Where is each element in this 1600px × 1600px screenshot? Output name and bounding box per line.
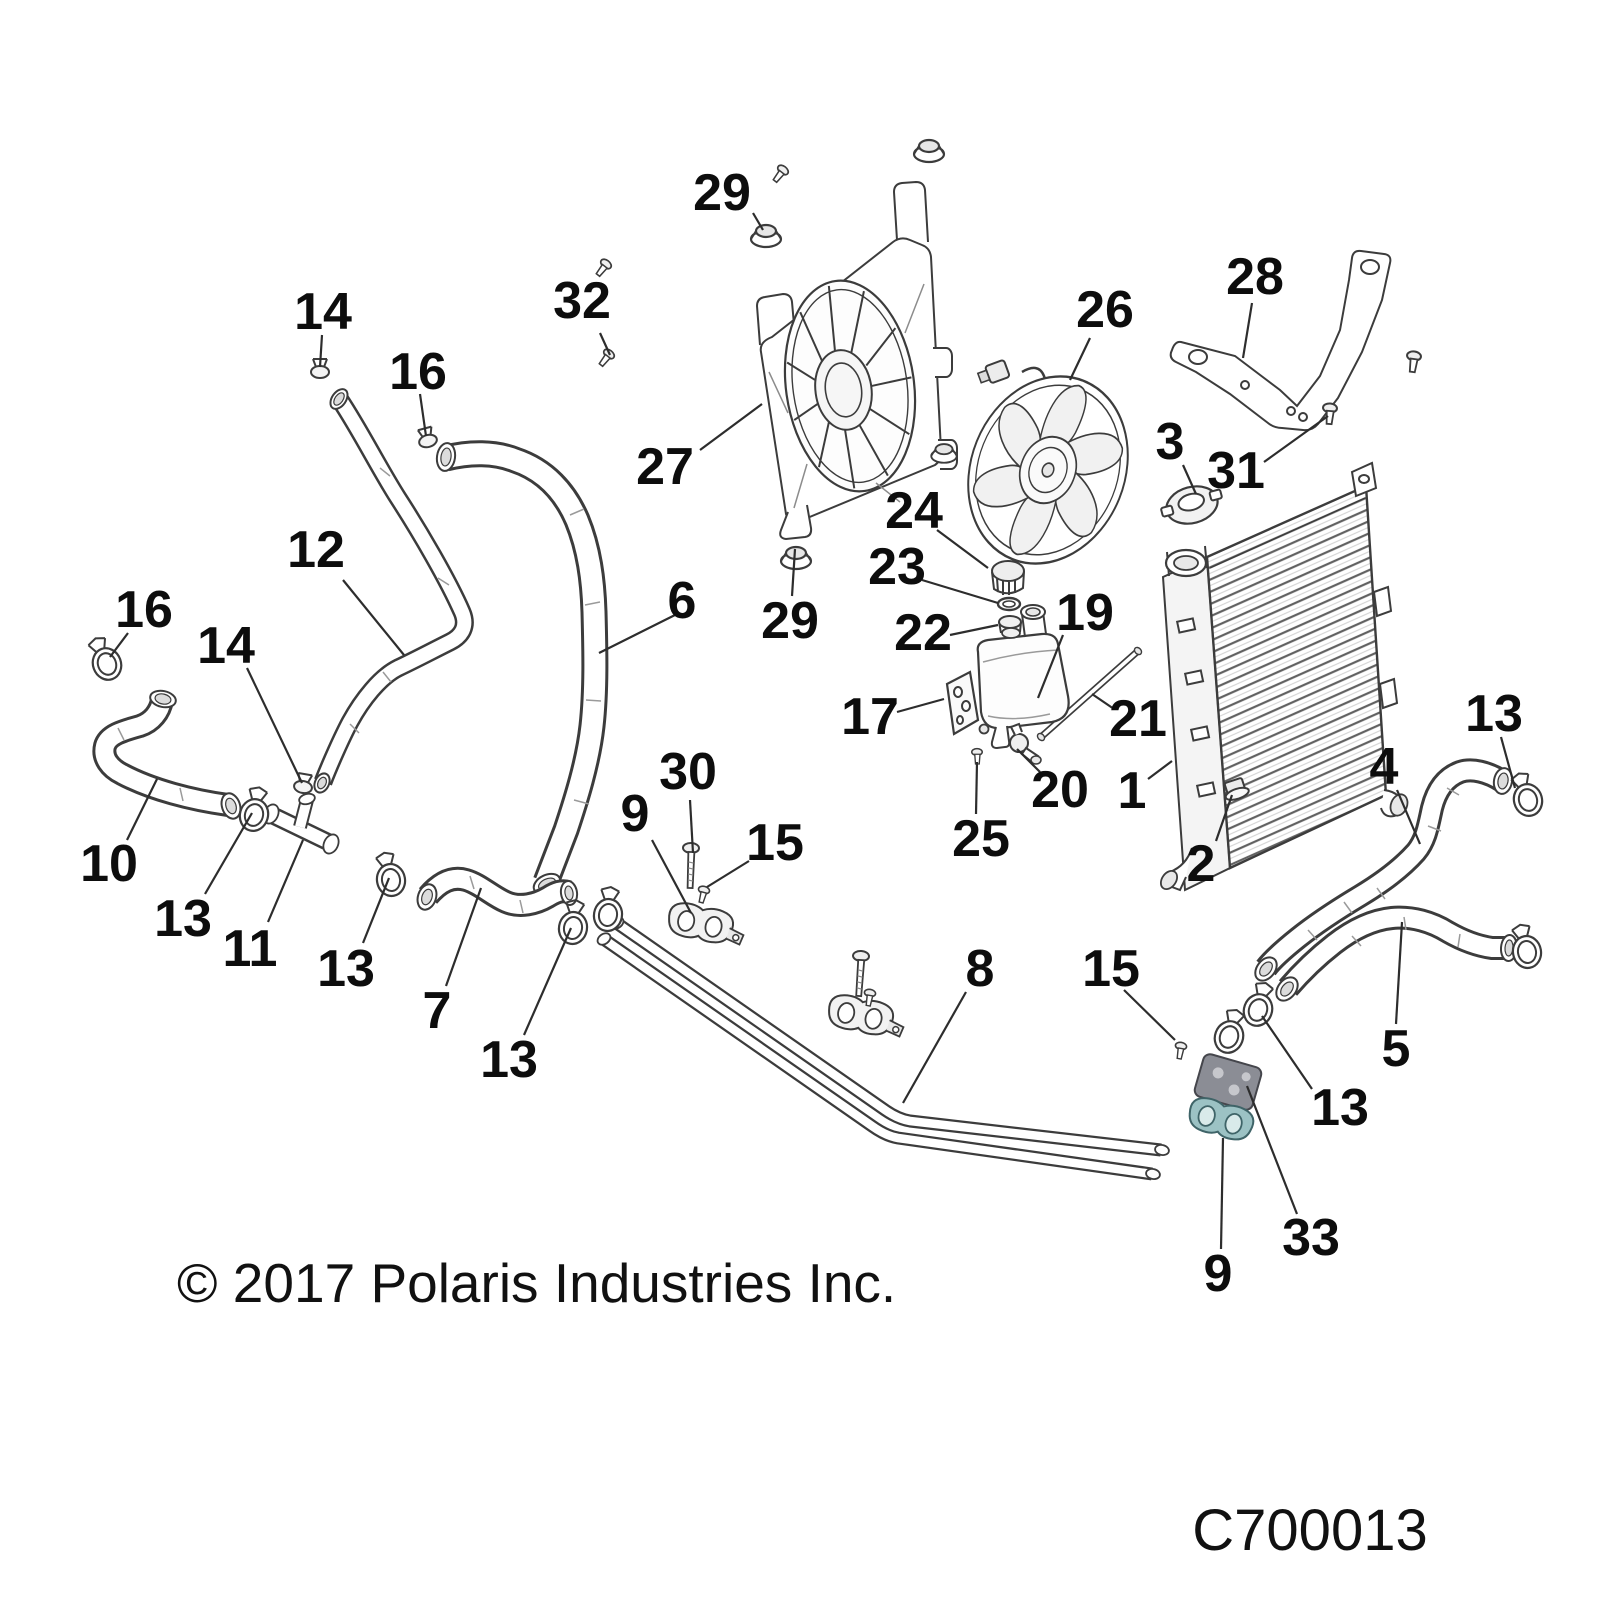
- leader-line-22-11: [950, 625, 998, 635]
- hose-10: [104, 688, 243, 821]
- callout-28-6: 28: [1226, 248, 1284, 306]
- leader-line-6-14: [599, 615, 675, 653]
- callout-16-15: 16: [115, 581, 173, 639]
- callout-22-11: 22: [894, 604, 952, 662]
- leader-line-25-22: [976, 762, 977, 814]
- callout-15-36: 15: [1082, 940, 1140, 998]
- callout-9-31: 9: [620, 785, 650, 843]
- callout-1-21: 1: [1117, 762, 1147, 820]
- screw-15b: [1173, 1041, 1187, 1059]
- callout-23-10: 23: [868, 538, 926, 596]
- callout-8-35: 8: [965, 940, 995, 998]
- leader-line-1-21: [1148, 761, 1172, 779]
- callout-16-3: 16: [389, 343, 447, 401]
- callout-17-18: 17: [841, 688, 899, 746]
- leader-line-7-30: [446, 888, 481, 986]
- callout-29-0: 29: [693, 164, 751, 222]
- callout-24-9: 24: [885, 482, 943, 540]
- callout-2-23: 2: [1186, 835, 1216, 893]
- copyright-text: © 2017 Polaris Industries Inc.: [177, 1252, 897, 1314]
- callout-30-32: 30: [659, 743, 717, 801]
- callout-20-20: 20: [1031, 761, 1089, 819]
- hose-6: [435, 442, 595, 898]
- callout-32-1: 32: [553, 272, 611, 330]
- leader-line-9-40: [1221, 1138, 1223, 1249]
- callout-4-25: 4: [1369, 738, 1399, 796]
- leader-line-5-37: [1396, 922, 1402, 1024]
- callout-29-13: 29: [761, 592, 819, 650]
- callout-9-40: 9: [1203, 1245, 1233, 1303]
- callout-31-8: 31: [1207, 442, 1265, 500]
- callout-33-39: 33: [1282, 1209, 1340, 1267]
- cooling-fan: [941, 352, 1155, 588]
- callout-13-27: 13: [154, 890, 212, 948]
- callout-13-38: 13: [1311, 1079, 1369, 1137]
- tube-clamp-9c: [826, 950, 908, 1040]
- callout-13-29: 13: [317, 940, 375, 998]
- leader-line-13-34: [524, 928, 571, 1035]
- hose-7: [414, 879, 578, 912]
- callout-15-33: 15: [746, 814, 804, 872]
- tube-clamp-9a: [666, 843, 748, 949]
- callout-14-16: 14: [197, 617, 255, 675]
- callout-12-17: 12: [287, 521, 345, 579]
- leader-line-27-4: [700, 404, 762, 450]
- leader-line-14-16: [247, 668, 302, 783]
- callout-21-19: 21: [1109, 690, 1167, 748]
- callout-3-7: 3: [1155, 413, 1185, 471]
- callout-13-24: 13: [1465, 685, 1523, 743]
- leader-line-17-18: [897, 699, 944, 712]
- leader-line-28-6: [1243, 303, 1252, 358]
- leader-line-12-17: [343, 580, 404, 655]
- callout-26-5: 26: [1076, 281, 1134, 339]
- callout-5-37: 5: [1381, 1020, 1411, 1078]
- leader-line-4-25: [1397, 790, 1420, 844]
- callout-7-30: 7: [422, 982, 452, 1040]
- leader-line-24-9: [937, 530, 988, 568]
- callout-11-28: 11: [222, 920, 278, 978]
- callout-27-4: 27: [636, 438, 694, 496]
- leader-line-8-35: [903, 992, 966, 1103]
- leader-line-13-38: [1262, 1016, 1312, 1089]
- leader-line-11-28: [268, 840, 303, 922]
- callout-13-34: 13: [480, 1031, 538, 1089]
- diagram-code: C700013: [1192, 1498, 1428, 1563]
- callout-10-26: 10: [80, 835, 138, 893]
- callout-25-22: 25: [952, 810, 1010, 868]
- callout-14-2: 14: [294, 283, 352, 341]
- leader-line-33-39: [1247, 1086, 1297, 1214]
- leader-line-15-33: [707, 861, 749, 887]
- callout-19-12: 19: [1056, 584, 1114, 642]
- radiator: [1158, 463, 1411, 892]
- leader-line-13-27: [205, 813, 252, 894]
- leader-line-26-5: [1070, 338, 1090, 380]
- leader-line-13-29: [363, 878, 389, 943]
- leader-line-23-10: [922, 580, 998, 603]
- callout-6-14: 6: [667, 572, 697, 630]
